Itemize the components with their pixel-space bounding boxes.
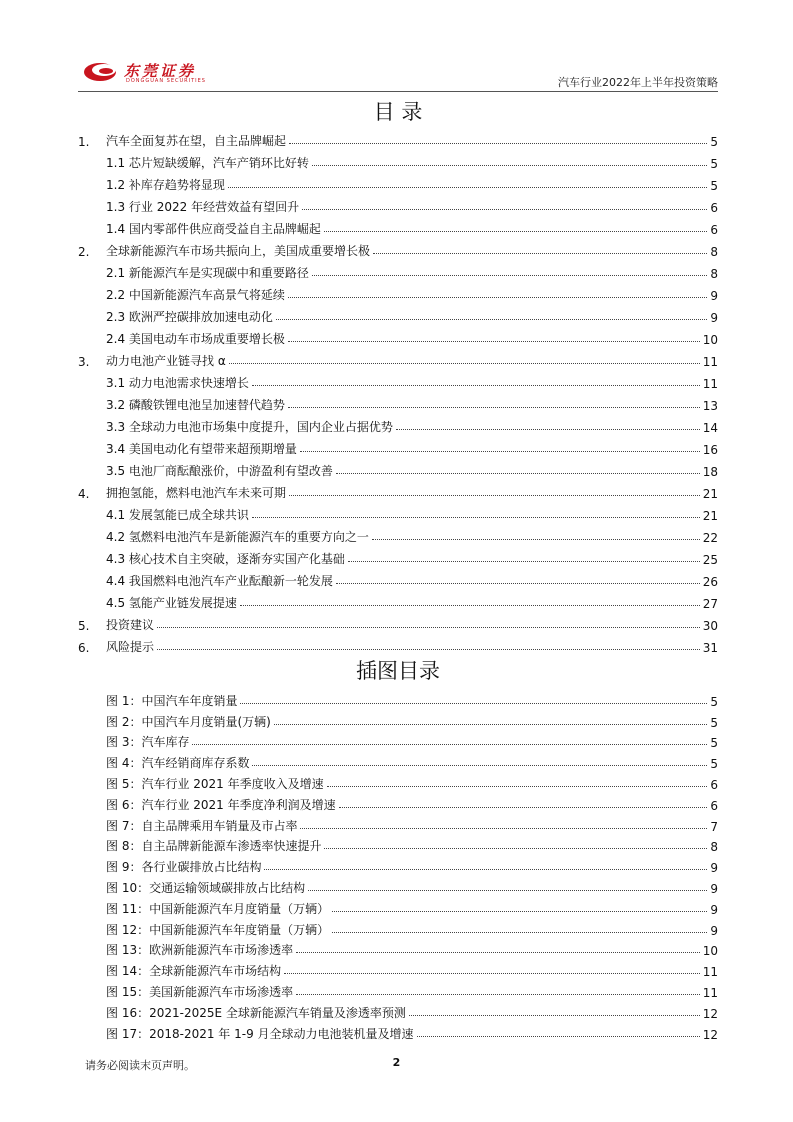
toc-entry-title: 2.2 中国新能源汽车高景气将延续: [106, 288, 285, 302]
dot-leader: [417, 1036, 700, 1037]
toc-entry-page: 13: [702, 399, 718, 413]
toc-entry[interactable]: [78, 237, 718, 259]
figure-entry[interactable]: [78, 709, 718, 730]
toc-entry-number: 4.: [78, 487, 90, 501]
toc-entry-page: 16: [702, 443, 718, 457]
toc-entry[interactable]: [78, 259, 718, 281]
toc-entry-title: 1.1 芯片短缺缓解，汽车产销环比好转: [106, 156, 309, 170]
figure-entry[interactable]: [78, 688, 718, 709]
logo-mark-icon: [82, 58, 122, 84]
toc-entry[interactable]: [78, 303, 718, 325]
dot-leader: [276, 319, 707, 320]
toc-entry-title: 汽车全面复苏在望，自主品牌崛起: [106, 134, 287, 148]
figure-entry[interactable]: [78, 1021, 718, 1042]
toc-entry[interactable]: [78, 589, 718, 611]
figure-entry-page: 7: [710, 819, 718, 834]
toc-entry[interactable]: [78, 479, 718, 501]
figure-entry-title: 图 16：2021-2025E 全球新能源汽车销量及渗透率预测: [106, 1005, 406, 1020]
toc-entry-page: 26: [702, 575, 718, 589]
company-logo: [82, 58, 242, 84]
dot-leader: [348, 561, 700, 562]
figure-entry-page: 9: [710, 881, 718, 896]
dot-leader: [240, 605, 700, 606]
figure-entry-title: 图 11：中国新能源汽车月度销量（万辆）: [106, 901, 330, 916]
toc-entry[interactable]: [78, 281, 718, 303]
dot-leader: [157, 649, 700, 650]
toc-entry[interactable]: [78, 413, 718, 435]
figure-entry[interactable]: [78, 958, 718, 979]
toc-entry[interactable]: [78, 391, 718, 413]
toc-entry-title: 3.1 动力电池需求快速增长: [106, 376, 249, 390]
toc-entry-title: 2.1 新能源汽车是实现碳中和重要路径: [106, 266, 309, 280]
figure-entry[interactable]: [78, 1000, 718, 1021]
figure-entry-title: 图 7：自主品牌乘用车销量及市占率: [106, 818, 298, 833]
toc-entry-number: 2.: [78, 245, 90, 259]
toc-entry-page: 22: [702, 531, 718, 545]
toc-entry-number: 1.: [78, 135, 90, 149]
toc-entry-title: 3.3 全球动力电池市场集中度提升，国内企业占据优势: [106, 420, 393, 434]
toc-entry-page: 30: [702, 619, 718, 633]
figure-entry-title: 图 4：汽车经销商库存系数: [106, 756, 250, 771]
page-number: 2: [392, 1056, 401, 1069]
toc-heading: 目 录: [373, 100, 423, 124]
figure-entry[interactable]: [78, 771, 718, 792]
toc-entry-title: 全球新能源汽车市场共振向上，美国成重要增长极: [106, 244, 371, 258]
toc-entry-page: 11: [702, 377, 718, 391]
dot-leader: [373, 253, 707, 254]
figure-entry-title: 图 2：中国汽车月度销量(万辆): [106, 714, 271, 729]
toc-entry-title: 2.3 欧洲严控碳排放加速电动化: [106, 310, 273, 324]
toc-entry-page: 25: [702, 553, 718, 567]
dot-leader: [336, 583, 700, 584]
figure-entry[interactable]: [78, 917, 718, 938]
dot-leader: [240, 703, 707, 704]
toc-entry-page: 5: [710, 135, 718, 149]
logo-text-cn: 东莞证券: [124, 62, 197, 80]
toc-entry-page: 27: [702, 597, 718, 611]
figure-entry-title: 图 10：交通运输领域碳排放占比结构: [106, 880, 306, 895]
toc-entry[interactable]: [78, 215, 718, 237]
toc-entry[interactable]: [78, 501, 718, 523]
figure-entry-page: 5: [710, 757, 718, 772]
toc-entry-page: 14: [702, 421, 718, 435]
dot-leader: [332, 932, 707, 933]
toc-entry[interactable]: [78, 347, 718, 369]
toc-entry[interactable]: [78, 611, 718, 633]
toc-entry-page: 21: [702, 509, 718, 523]
toc-entry[interactable]: [78, 193, 718, 215]
toc-entry-page: 10: [702, 333, 718, 347]
figure-entry[interactable]: [78, 834, 718, 855]
toc-entry-page: 6: [710, 201, 718, 215]
figure-entry-page: 12: [702, 1006, 718, 1021]
dot-leader: [264, 869, 707, 870]
dot-leader: [308, 890, 707, 891]
dot-leader: [274, 724, 707, 725]
figure-entry[interactable]: [78, 938, 718, 959]
dot-leader: [332, 911, 707, 912]
figure-entry-page: 9: [710, 923, 718, 938]
toc-entry-title: 4.5 氢能产业链发展提速: [106, 596, 237, 610]
toc-entry-page: 9: [710, 311, 718, 325]
figure-entry-page: 5: [710, 694, 718, 709]
toc-entry[interactable]: [78, 633, 718, 655]
toc-entry-number: 3.: [78, 355, 90, 369]
figure-entry-title: 图 13：欧洲新能源汽车市场渗透率: [106, 943, 294, 958]
figure-entry-page: 5: [710, 736, 718, 751]
header-divider: [78, 91, 718, 92]
figure-entry[interactable]: [78, 875, 718, 896]
toc-entry-page: 21: [702, 487, 718, 501]
toc-entry-title: 投资建议: [106, 618, 155, 632]
dot-leader: [288, 341, 700, 342]
dot-leader: [324, 848, 707, 849]
figure-entry-page: 6: [710, 798, 718, 813]
dot-leader: [300, 451, 700, 452]
toc-entry-page: 18: [702, 465, 718, 479]
dot-leader: [296, 952, 700, 953]
dot-leader: [300, 828, 707, 829]
figure-entry-page: 9: [710, 902, 718, 917]
figure-entry-title: 图 3：汽车库存: [106, 735, 190, 750]
toc-entry-title: 3.4 美国电动化有望带来超预期增量: [106, 442, 297, 456]
dot-leader: [229, 363, 700, 364]
figure-entry-title: 图 6：汽车行业 2021 年季度净利润及增速: [106, 797, 336, 812]
toc-entry[interactable]: [78, 567, 718, 589]
figure-entry[interactable]: [78, 730, 718, 751]
toc-entry-page: 8: [710, 245, 718, 259]
dot-leader: [312, 275, 707, 276]
figure-entry[interactable]: [78, 792, 718, 813]
toc-entry-page: 5: [710, 157, 718, 171]
dot-leader: [157, 627, 700, 628]
figure-entry-page: 11: [702, 965, 718, 980]
dot-leader: [302, 209, 707, 210]
figure-entry-title: 图 8：自主品牌新能源车渗透率快速提升: [106, 839, 322, 854]
logo-text-en: DONGGUAN SECURITIES: [126, 78, 206, 84]
toc-entry[interactable]: [78, 149, 718, 171]
dot-leader: [288, 407, 700, 408]
toc-entry-page: 9: [710, 289, 718, 303]
figure-entry-title: 图 17：2018-2021 年 1-9 月全球动力电池装机量及增速: [106, 1026, 414, 1041]
dot-leader: [228, 187, 707, 188]
figure-entry-page: 6: [710, 777, 718, 792]
page-header: [78, 52, 718, 92]
figure-entry-page: 8: [710, 840, 718, 855]
toc-entry-title: 4.2 氢燃料电池汽车是新能源汽车的重要方向之一: [106, 530, 369, 544]
dot-leader: [372, 539, 700, 540]
dot-leader: [284, 973, 700, 974]
figure-entry-page: 11: [702, 985, 718, 1000]
toc-entry-title: 1.3 行业 2022 年经营效益有望回升: [106, 200, 300, 214]
dot-leader: [289, 143, 707, 144]
toc-entry-page: 31: [702, 641, 718, 655]
figure-entry-title: 图 15：美国新能源汽车市场渗透率: [106, 984, 294, 999]
document-title: 汽车行业2022年上半年投资策略: [558, 76, 718, 89]
figure-list: [78, 688, 718, 1042]
dot-leader: [324, 231, 707, 232]
figure-entry-page: 5: [710, 715, 718, 730]
dot-leader: [288, 297, 707, 298]
toc-entry-title: 动力电池产业链寻找 α: [106, 354, 226, 368]
dot-leader: [409, 1015, 700, 1016]
figure-entry-title: 图 12：中国新能源汽车年度销量（万辆）: [106, 922, 330, 937]
toc-entry[interactable]: [78, 545, 718, 567]
dot-leader: [339, 807, 707, 808]
toc-entry[interactable]: [78, 127, 718, 149]
dot-leader: [252, 765, 707, 766]
figure-entry-page: 12: [702, 1027, 718, 1042]
toc-entry-page: 6: [710, 223, 718, 237]
toc-entry[interactable]: [78, 325, 718, 347]
figure-entry-title: 图 5：汽车行业 2021 年季度收入及增速: [106, 776, 324, 791]
figure-entry-page: 9: [710, 861, 718, 876]
figure-list-heading: 插图目录: [356, 659, 440, 683]
toc-entry[interactable]: [78, 457, 718, 479]
figure-entry-title: 图 1：中国汽车年度销量: [106, 693, 238, 708]
figure-entry-page: 10: [702, 944, 718, 959]
toc-entry-title: 2.4 美国电动车市场成重要增长极: [106, 332, 285, 346]
toc-entry-title: 4.3 核心技术自主突破，逐渐夯实国产化基础: [106, 552, 345, 566]
toc-entry-page: 5: [710, 179, 718, 193]
dot-leader: [289, 495, 700, 496]
toc-entry-number: 5.: [78, 619, 90, 633]
toc-entry[interactable]: [78, 369, 718, 391]
dot-leader: [396, 429, 700, 430]
toc-entry-title: 3.2 磷酸铁锂电池呈加速替代趋势: [106, 398, 285, 412]
figure-entry-title: 图 9：各行业碳排放占比结构: [106, 860, 262, 875]
figure-entry-title: 图 14：全球新能源汽车市场结构: [106, 964, 282, 979]
disclaimer-note: 请务必阅读末页声明。: [85, 1059, 195, 1072]
toc-entry-title: 1.2 补库存趋势将显现: [106, 178, 225, 192]
figure-entry[interactable]: [78, 750, 718, 771]
toc-entry-title: 4.4 我国燃料电池汽车产业酝酿新一轮发展: [106, 574, 333, 588]
toc-entry[interactable]: [78, 523, 718, 545]
dot-leader: [296, 994, 700, 995]
toc-entry-title: 拥抱氢能，燃料电池汽车未来可期: [106, 486, 287, 500]
toc-entry-page: 11: [702, 355, 718, 369]
figure-entry[interactable]: [78, 896, 718, 917]
dot-leader: [252, 517, 700, 518]
figure-entry[interactable]: [78, 813, 718, 834]
figure-entry[interactable]: [78, 854, 718, 875]
dot-leader: [312, 165, 707, 166]
dot-leader: [336, 473, 700, 474]
toc-entry-page: 8: [710, 267, 718, 281]
table-of-contents: [78, 127, 718, 655]
dot-leader: [192, 744, 707, 745]
toc-entry[interactable]: [78, 171, 718, 193]
toc-entry-number: 6.: [78, 641, 90, 655]
toc-entry-title: 3.5 电池厂商酝酿涨价，中游盈利有望改善: [106, 464, 333, 478]
toc-entry[interactable]: [78, 435, 718, 457]
toc-entry-title: 4.1 发展氢能已成全球共识: [106, 508, 249, 522]
figure-entry[interactable]: [78, 979, 718, 1000]
dot-leader: [252, 385, 700, 386]
dot-leader: [327, 786, 707, 787]
toc-entry-title: 风险提示: [106, 640, 155, 654]
toc-entry-title: 1.4 国内零部件供应商受益自主品牌崛起: [106, 222, 321, 236]
